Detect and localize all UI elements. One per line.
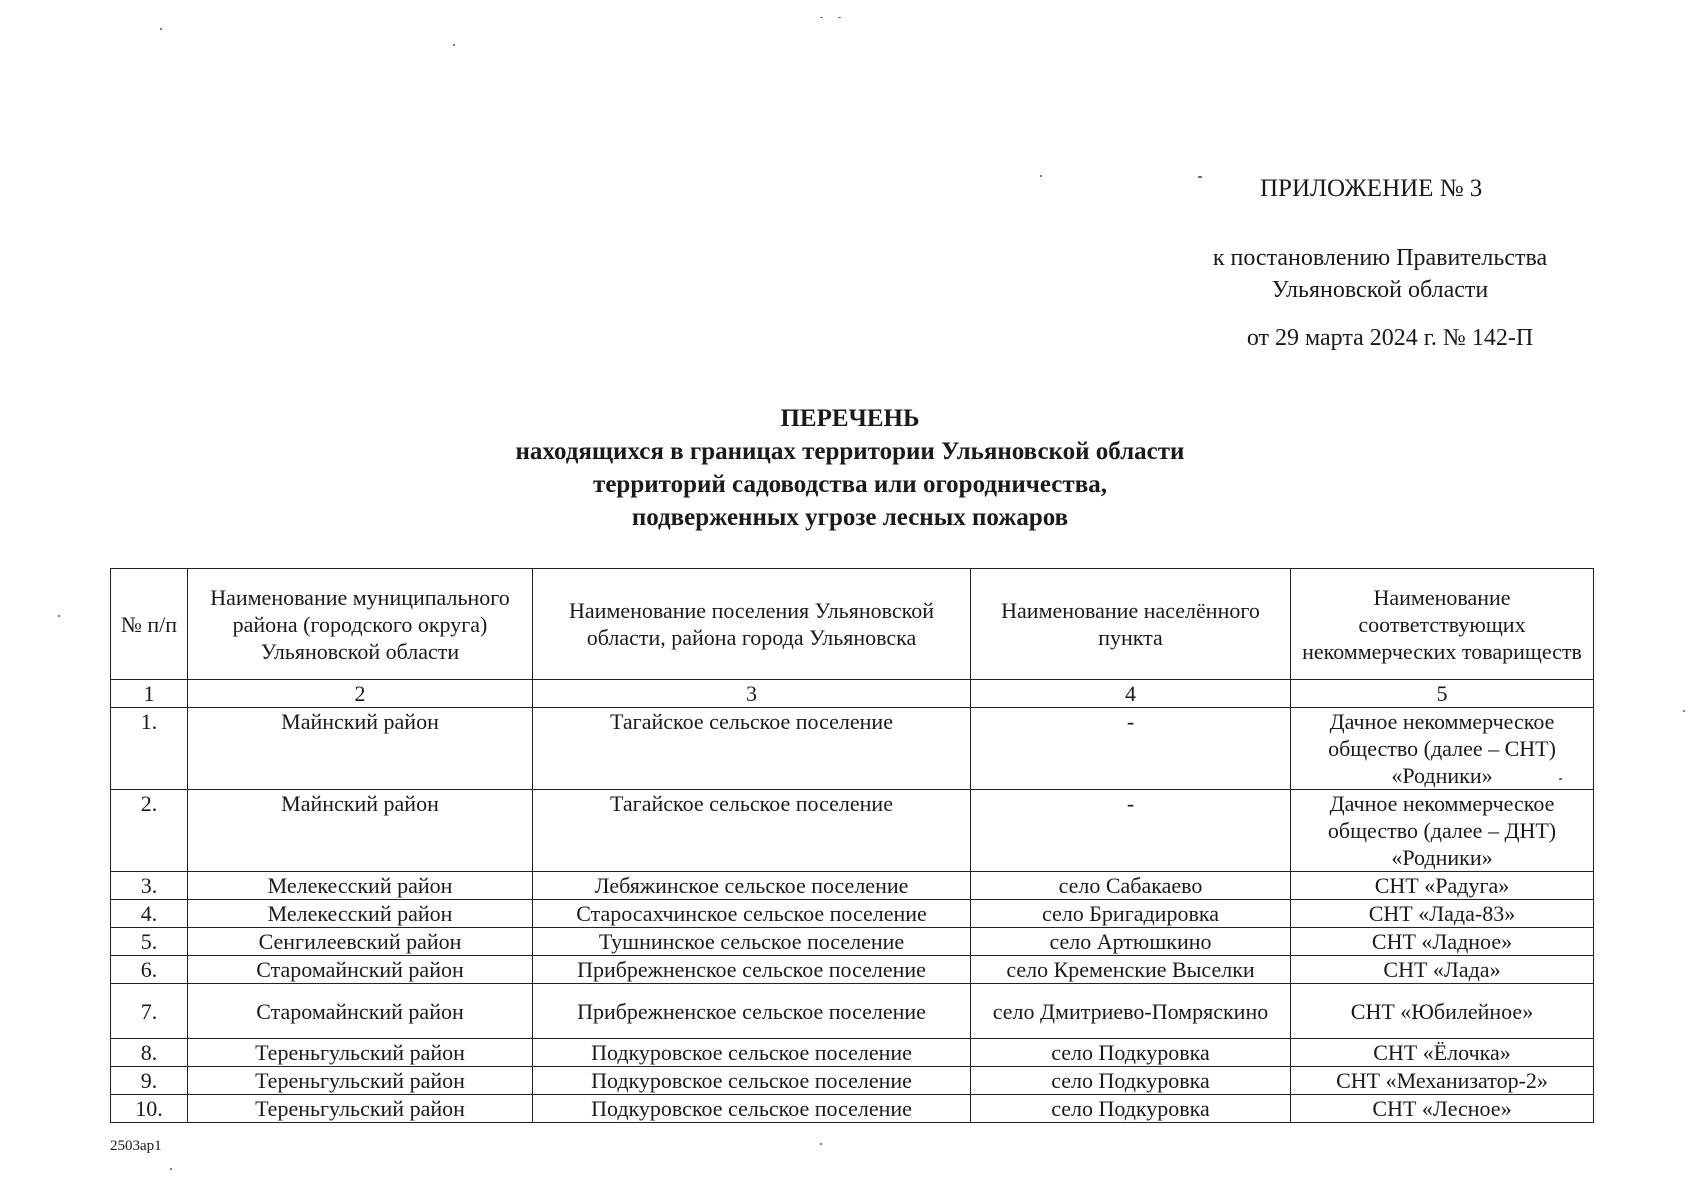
row-settlement: Прибрежненское сельское поселение <box>533 956 971 984</box>
row-locality: село Подкуровка <box>971 1067 1291 1095</box>
row-settlement: Подкуровское сельское поселение <box>533 1095 971 1123</box>
row-number: 2. <box>111 790 188 872</box>
row-partnership: СНТ «Ёлочка» <box>1291 1039 1594 1067</box>
column-number: 5 <box>1291 680 1594 708</box>
row-locality: село Подкуровка <box>971 1039 1291 1067</box>
row-settlement: Прибрежненское сельское поселение <box>533 984 971 1039</box>
decree-date: от 29 марта 2024 г. № 142-П <box>1246 325 1534 351</box>
title-line-2: находящихся в границах территории Ульяновской области <box>515 438 1185 465</box>
footer-code: 2503ap1 <box>110 1138 162 1154</box>
row-locality: село Кременские Выселки <box>971 956 1291 984</box>
row-partnership: СНТ «Лада» <box>1291 956 1594 984</box>
row-partnership: Дачное некоммерческое общество (далее – ДНТ) «Родники» <box>1291 790 1594 872</box>
table-header-row <box>111 569 1594 680</box>
row-locality: село Бригадировка <box>971 900 1291 928</box>
column-number: 4 <box>971 680 1291 708</box>
title-line-1: ПЕРЕЧЕНЬ <box>780 405 920 432</box>
header-district: Наименование муниципального района (городского округа) Ульяновской области <box>188 569 533 680</box>
scan-speck <box>170 1168 172 1170</box>
row-number: 10. <box>111 1095 188 1123</box>
header-locality: Наименование населённого пункта <box>971 569 1291 680</box>
row-number: 6. <box>111 956 188 984</box>
row-district: Старомайнский район <box>188 956 533 984</box>
column-number-row <box>111 680 1594 708</box>
row-locality: село Дмитриево-Помряскино <box>971 984 1291 1039</box>
row-district: Мелекесский район <box>188 872 533 900</box>
row-number: 8. <box>111 1039 188 1067</box>
title-line-4: подверженных угрозе лесных пожаров <box>631 504 1069 531</box>
row-partnership: СНТ «Юбилейное» <box>1291 984 1594 1039</box>
row-partnership: СНТ «Радуга» <box>1291 872 1594 900</box>
row-district: Сенгилеевский район <box>188 928 533 956</box>
table-row <box>111 956 1594 984</box>
row-locality: село Сабакаево <box>971 872 1291 900</box>
title-line-3: территорий садоводства или огородничества, <box>593 471 1107 498</box>
row-number: 9. <box>111 1067 188 1095</box>
row-locality: - <box>971 708 1291 790</box>
table-row <box>111 1067 1594 1095</box>
row-district: Тереньгульский район <box>188 1095 533 1123</box>
table-row <box>111 872 1594 900</box>
scan-speck <box>820 1143 822 1145</box>
table-row <box>111 1095 1594 1123</box>
scan-speck <box>1683 710 1685 712</box>
row-partnership: СНТ «Лада-83» <box>1291 900 1594 928</box>
row-settlement: Подкуровское сельское поселение <box>533 1039 971 1067</box>
row-partnership: СНТ «Ладное» <box>1291 928 1594 956</box>
row-locality: село Подкуровка <box>971 1095 1291 1123</box>
row-district: Майнский район <box>188 790 533 872</box>
header-number: № п/п <box>111 569 188 680</box>
scan-speck <box>1040 175 1042 177</box>
row-number: 1. <box>111 708 188 790</box>
scan-speck <box>1198 176 1202 178</box>
row-settlement: Тагайское сельское поселение <box>533 708 971 790</box>
row-number: 7. <box>111 984 188 1039</box>
row-settlement: Тагайское сельское поселение <box>533 790 971 872</box>
document-title <box>300 402 1400 534</box>
decree-reference <box>1180 242 1580 306</box>
row-district: Старомайнский район <box>188 984 533 1039</box>
row-district: Майнский район <box>188 708 533 790</box>
row-partnership: Дачное некоммерческое общество (далее – СНТ) «Родники» <box>1291 708 1594 790</box>
column-number: 3 <box>533 680 971 708</box>
row-number: 5. <box>111 928 188 956</box>
table-row <box>111 900 1594 928</box>
row-district: Тереньгульский район <box>188 1067 533 1095</box>
scan-speck <box>820 17 823 18</box>
scan-speck <box>838 17 841 18</box>
row-locality: - <box>971 790 1291 872</box>
column-number: 1 <box>111 680 188 708</box>
scan-speck <box>1559 778 1562 780</box>
row-partnership: СНТ «Механизатор-2» <box>1291 1067 1594 1095</box>
decree-line-2: Ульяновской области <box>1271 277 1489 303</box>
row-district: Тереньгульский район <box>188 1039 533 1067</box>
table-row <box>111 984 1594 1039</box>
scan-speck <box>453 44 455 46</box>
row-number: 4. <box>111 900 188 928</box>
table-row <box>111 1039 1594 1067</box>
scan-speck <box>160 28 162 30</box>
scan-speck <box>58 615 60 617</box>
row-number: 3. <box>111 872 188 900</box>
row-settlement: Подкуровское сельское поселение <box>533 1067 971 1095</box>
territories-table <box>110 568 1594 1123</box>
row-district: Мелекесский район <box>188 900 533 928</box>
column-number: 2 <box>188 680 533 708</box>
row-locality: село Артюшкино <box>971 928 1291 956</box>
row-settlement: Старосахчинское сельское поселение <box>533 900 971 928</box>
table-row <box>111 790 1594 872</box>
header-partnership: Наименование соответствующих некоммерческих товариществ <box>1291 569 1594 680</box>
table-row <box>111 708 1594 790</box>
row-settlement: Тушнинское сельское поселение <box>533 928 971 956</box>
row-partnership: СНТ «Лесное» <box>1291 1095 1594 1123</box>
header-settlement: Наименование поселения Ульяновской области, района города Ульяновска <box>533 569 971 680</box>
row-settlement: Лебяжинское сельское поселение <box>533 872 971 900</box>
appendix-label: ПРИЛОЖЕНИЕ № 3 <box>1260 175 1483 202</box>
decree-line-1: к постановлению Правительства <box>1212 245 1548 271</box>
table-row <box>111 928 1594 956</box>
